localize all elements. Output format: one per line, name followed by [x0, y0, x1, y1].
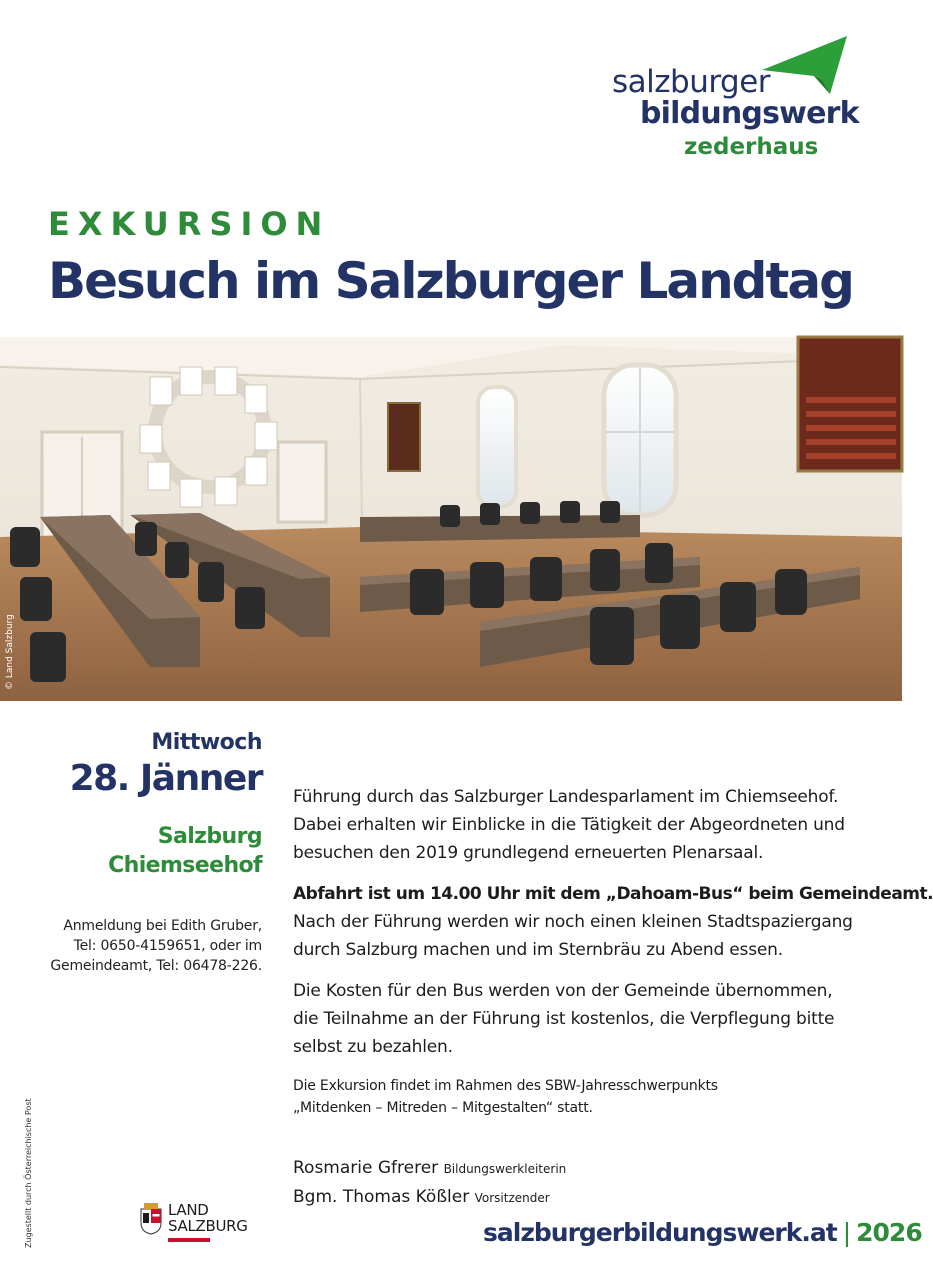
- paragraph-departure: [293, 880, 933, 964]
- photo-credit: © Land Salzburg: [5, 614, 15, 690]
- text-line: Die Exkursion findet im Rahmen des SBW-Jahresschwerpunkts: [293, 1078, 718, 1094]
- postal-note: Zugestellt durch Österreichische Post: [24, 1098, 33, 1248]
- logo-line-bildungswerk: bildungswerk: [640, 96, 859, 131]
- text-line: Die Kosten für den Bus werden von der Gemeinde übernommen,: [293, 981, 833, 1001]
- page-title: Besuch im Salzburger Landtag: [48, 252, 853, 310]
- flag-triangle-icon: [762, 36, 847, 96]
- land-text-line1: LAND: [168, 1201, 209, 1219]
- footer-url: [483, 1218, 922, 1247]
- description: [293, 783, 933, 1119]
- signatory-role: Vorsitzender: [474, 1191, 550, 1205]
- land-red-bar: [168, 1238, 210, 1242]
- land-text-line2: SALZBURG: [168, 1217, 248, 1235]
- event-info: [40, 728, 262, 976]
- signature-line: [293, 1183, 566, 1212]
- departure-highlight: Abfahrt ist um 14.00 Uhr mit dem „Dahoam-Bus“ beim Gemeindeamt.: [293, 884, 933, 904]
- registration-info: [40, 916, 262, 976]
- signatory-name: Bgm. Thomas Kößler: [293, 1187, 470, 1207]
- signatures: [293, 1154, 566, 1212]
- signature-line: [293, 1154, 566, 1183]
- footer-separator: |: [842, 1218, 851, 1247]
- website-link[interactable]: salzburgerbildungswerk.at: [483, 1218, 837, 1247]
- event-date: 28. Jänner: [69, 758, 262, 799]
- text-line: Führung durch das Salzburger Landesparlament im Chiemseehof.: [293, 787, 839, 807]
- registration-line: Anmeldung bei Edith Gruber,: [63, 918, 262, 934]
- coat-of-arms-icon: [140, 1203, 162, 1235]
- registration-line: Tel: 0650-4159651, oder im: [73, 938, 262, 954]
- text-line: Nach der Führung werden wir noch einen kleinen Stadtspaziergang: [293, 912, 853, 932]
- event-place-city: Salzburg: [157, 824, 262, 849]
- paragraph-intro: [293, 783, 868, 867]
- plenary-hall-photo: [0, 337, 902, 701]
- land-salzburg-logo: [140, 1200, 270, 1246]
- footer-year: 2026: [856, 1218, 922, 1247]
- registration-line: Gemeindeamt, Tel: 06478-226.: [50, 958, 262, 974]
- kicker-exkursion: EXKURSION: [48, 205, 331, 243]
- text-line: Dabei erhalten wir Einblicke in die Tätigkeit der Abgeordneten und: [293, 815, 845, 835]
- text-line: durch Salzburg machen und im Sternbräu zu Abend essen.: [293, 940, 783, 960]
- bildungswerk-logo: [612, 36, 872, 166]
- text-line: „Mitdenken – Mitreden – Mitgestalten“ statt.: [293, 1100, 593, 1116]
- event-place-venue: Chiemseehof: [108, 853, 262, 878]
- event-day: Mittwoch: [151, 730, 262, 755]
- text-line: die Teilnahme an der Führung ist kostenlos, die Verpflegung bitte: [293, 1009, 835, 1029]
- land-text: [168, 1202, 248, 1234]
- paragraph-costs: [293, 977, 868, 1061]
- logo-line-salzburger: salzburger: [612, 64, 771, 100]
- text-line: selbst zu bezahlen.: [293, 1037, 453, 1057]
- signatory-role: Bildungswerkleiterin: [443, 1162, 567, 1176]
- logo-line-zederhaus: zederhaus: [684, 134, 819, 160]
- text-line: besuchen den 2019 grundlegend erneuerten Plenarsaal.: [293, 843, 764, 863]
- paragraph-focus: [293, 1075, 868, 1119]
- signatory-name: Rosmarie Gfrerer: [293, 1158, 439, 1178]
